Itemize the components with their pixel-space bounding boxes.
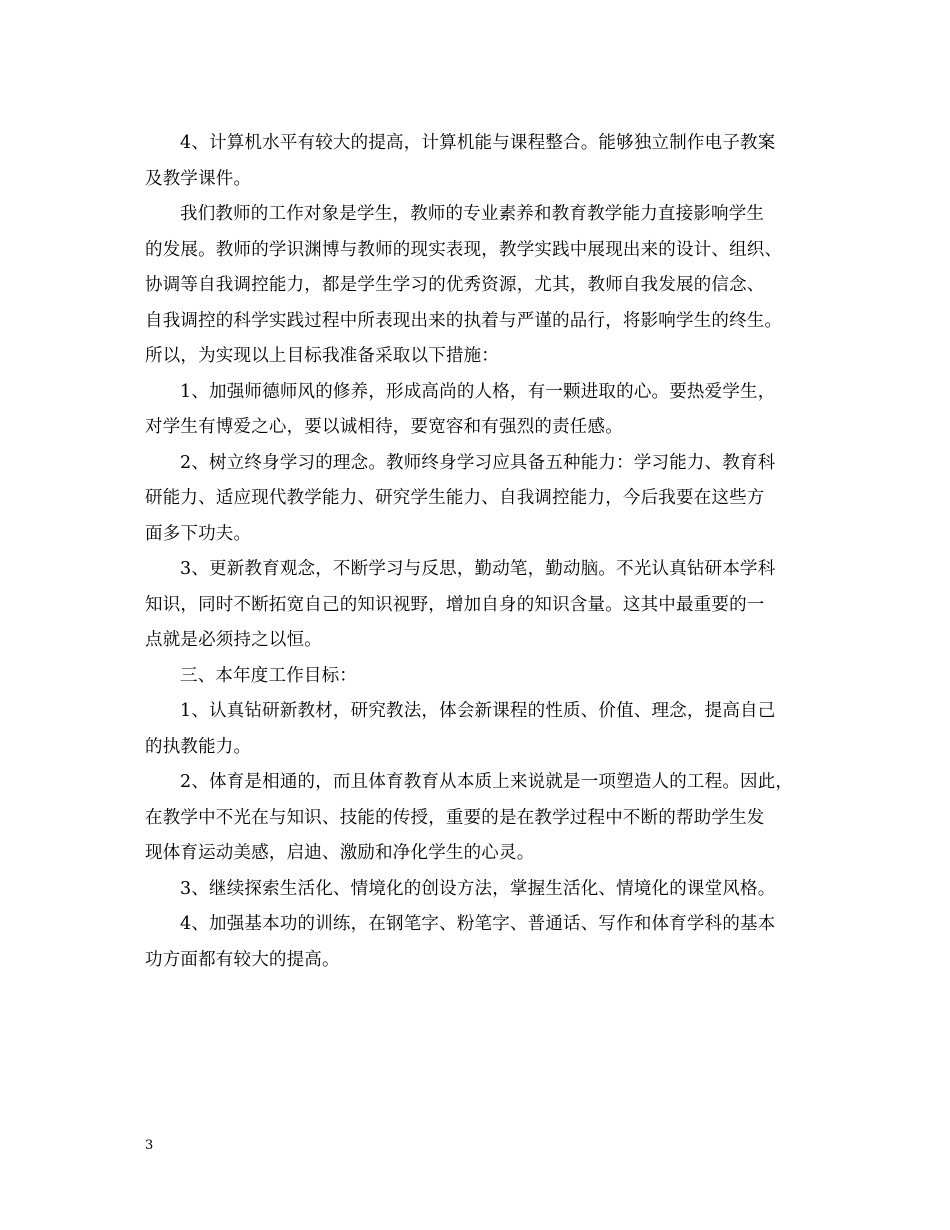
text-line: 我们教师的工作对象是学生，教师的专业素养和教育教学能力直接影响学生 [180, 204, 765, 224]
paragraph-measure-2 [145, 446, 810, 553]
text-line: 点就是必须持之以恒。 [145, 630, 322, 650]
text-line: 所以，为实现以上目标我准备采取以下措施： [145, 346, 499, 366]
text-line: 知识，同时不断拓宽自己的知识视野，增加自身的知识含量。这其中最重要的一 [145, 594, 765, 615]
paragraph-measure-3 [145, 552, 810, 659]
body-text [145, 126, 810, 978]
text-line: 自我调控的科学实践过程中所表现出来的执着与严谨的品行，将影响学生的终生。 [145, 310, 783, 331]
text-line: 及教学课件。 [145, 168, 252, 189]
paragraph-measure-1 [145, 375, 810, 446]
text-line: 2、体育是相通的，而且体育教育从本质上来说就是一项塑造人的工程。因此， [180, 772, 794, 792]
text-line: 1、认真钻研新教材，研究教法，体会新课程的性质、价值、理念，提高自己 [180, 701, 776, 721]
text-line: 2、树立终身学习的理念。教师终身学习应具备五种能力：学习能力、教育科 [180, 452, 776, 473]
page-number: 3 [145, 1138, 154, 1153]
paragraph-goal-1 [145, 694, 810, 765]
paragraph-goal-3 [145, 872, 810, 908]
paragraph-goal-4 [145, 907, 810, 978]
text-line: 的发展。教师的学识渊博与教师的现实表现，教学实践中展现出来的设计、组织、 [145, 239, 783, 260]
text-line: 3、更新教育观念，不断学习与反思，勤动笔，勤动脑。不光认真钻研本学科 [180, 559, 776, 579]
paragraph-goal-2 [145, 765, 810, 872]
text-line: 3、继续探索生活化、情境化的创设方法，掌握生活化、情境化的课堂风格。 [180, 878, 776, 899]
paragraph-teacher-role [145, 197, 810, 375]
text-line: 4、加强基本功的训练，在钢笔字、粉笔字、普通话、写作和体育学科的基本 [180, 914, 776, 934]
text-line: 4、计算机水平有较大的提高，计算机能与课程整合。能够独立制作电子教案 [180, 133, 776, 153]
section-heading-annual-goals [145, 659, 810, 695]
text-line: 的执教能力。 [145, 736, 252, 757]
paragraph-computer-skills [145, 126, 810, 197]
text-line: 1、加强师德师风的修养，形成高尚的人格，有一颗进取的心。要热爱学生， [180, 381, 776, 402]
text-line: 面多下功夫。 [145, 523, 252, 544]
text-line: 对学生有博爱之心，要以诚相待，要宽容和有强烈的责任感。 [145, 417, 623, 437]
text-line: 功方面都有较大的提高。 [145, 949, 340, 970]
text-line: 研能力、适应现代教学能力、研究学生能力、自我调控能力，今后我要在这些方 [145, 488, 765, 508]
text-line: 在教学中不光在与知识、技能的传授，重要的是在教学过程中不断的帮助学生发 [145, 807, 765, 828]
text-line: 协调等自我调控能力，都是学生学习的优秀资源，尤其，教师自我发展的信念、 [145, 275, 765, 295]
text-line: 三、本年度工作目标： [180, 665, 357, 686]
text-line: 现体育运动美感，启迪、激励和净化学生的心灵。 [145, 843, 535, 863]
